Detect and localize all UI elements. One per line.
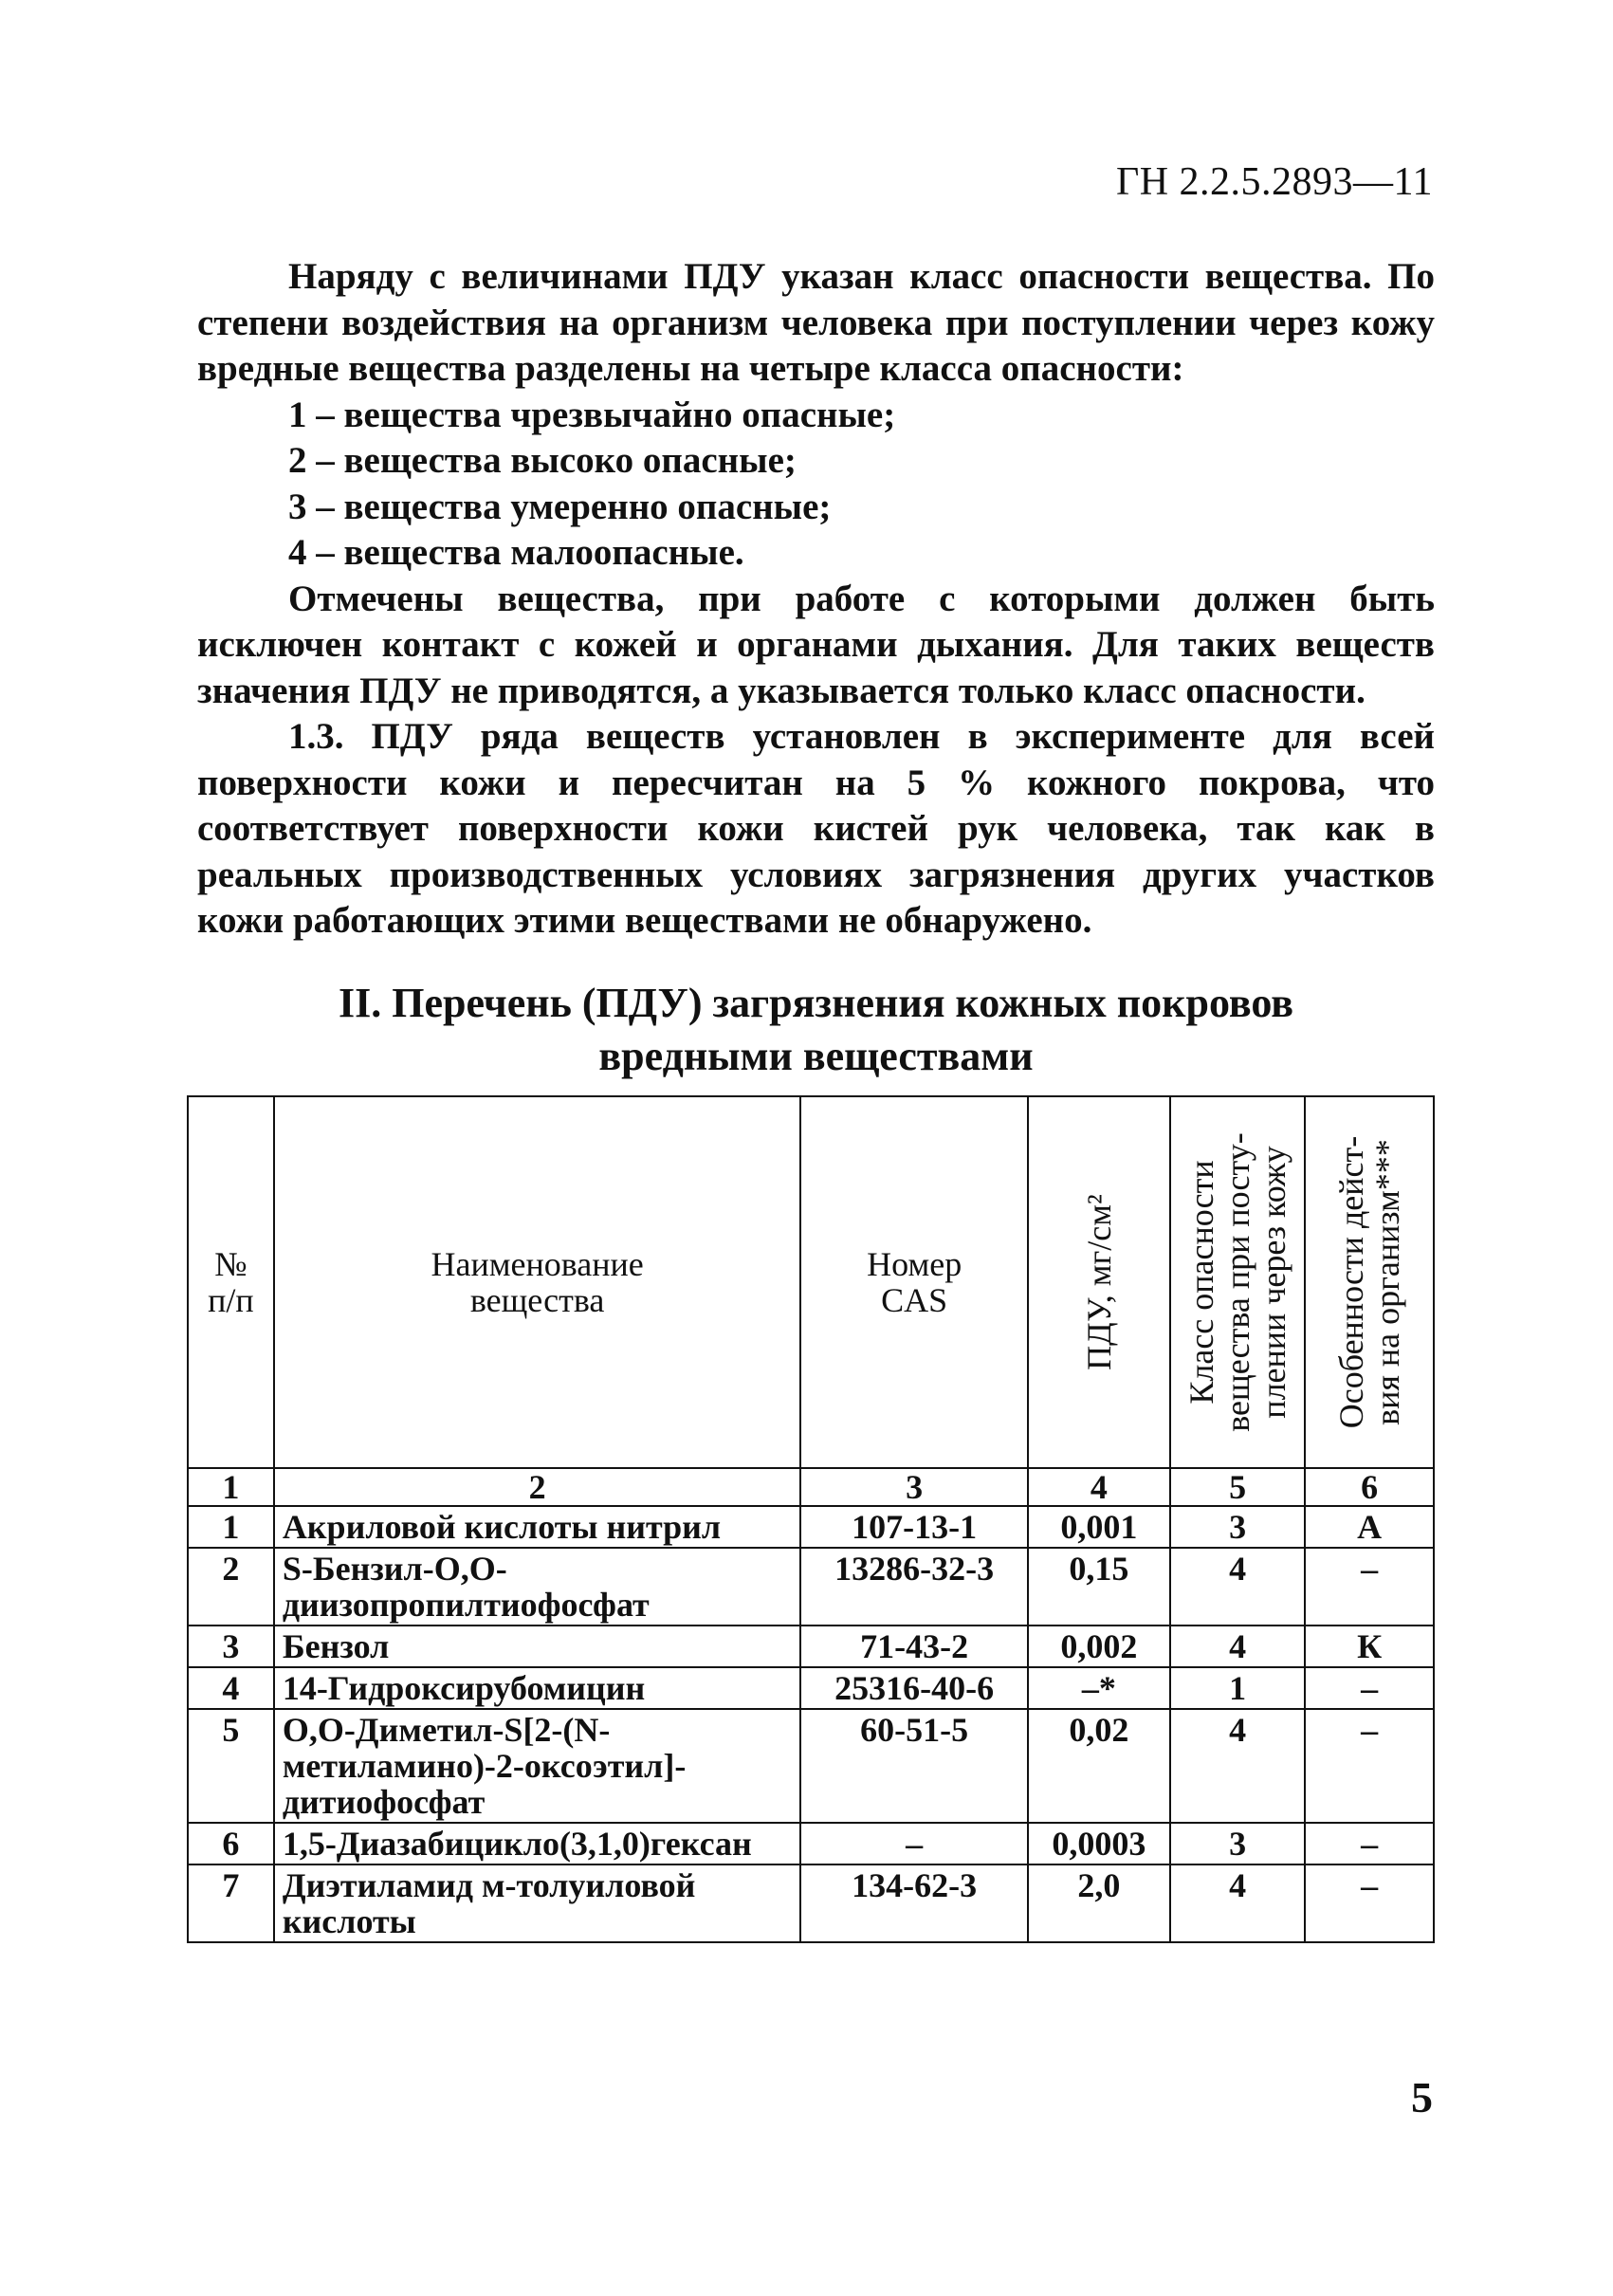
- cell-pdu: 0,001: [1028, 1506, 1170, 1548]
- table-row: [188, 1864, 1434, 1942]
- cell-substance-name: S-Бензил-О,О-диизопропилтиофосфат: [274, 1548, 801, 1626]
- cell-substance-name: О,О-Диметил-S[2-(N-метиламино)-2-оксоэтил]-дитиофосфат: [274, 1709, 801, 1823]
- paragraph-1-3: 1.3. ПДУ ряда веществ установлен в эксперименте для всей поверхности кожи и пересчитан на 5 % кожного покрова, что соответствует поверхности кожи кистей рук человека, так как в реальных производственных условиях загрязнения других участков кожи работающих этими веществами не обнаружено.: [197, 716, 1435, 941]
- cell-pdu: 2,0: [1028, 1864, 1170, 1942]
- header-number: № п/п: [188, 1096, 274, 1468]
- column-number: 4: [1028, 1468, 1170, 1506]
- cell-hazard-class: 4: [1170, 1548, 1306, 1626]
- section-title-line-2: вредными веществами: [598, 1033, 1034, 1079]
- cell-hazard-class: 4: [1170, 1864, 1306, 1942]
- cell-pdu: 0,15: [1028, 1548, 1170, 1626]
- section-title: [197, 977, 1435, 1083]
- cell-effect-feature: –: [1305, 1709, 1434, 1823]
- cell-pdu: 0,002: [1028, 1626, 1170, 1667]
- cell-cas: 71-43-2: [800, 1626, 1028, 1667]
- header-hazard-class: Класс опасности вещества при посту- плении через кожу: [1170, 1096, 1306, 1468]
- cell-effect-feature: –: [1305, 1823, 1434, 1864]
- list-item-class-3: 3 – вещества умеренно опасные;: [288, 486, 832, 527]
- list-item-class-2: 2 – вещества высоко опасные;: [288, 440, 797, 481]
- cell-pdu: 0,02: [1028, 1709, 1170, 1823]
- cell-cas: –: [800, 1823, 1028, 1864]
- cell-hazard-class: 1: [1170, 1667, 1306, 1709]
- cell-substance-name: 1,5-Диазабицикло(3,1,0)гексан: [274, 1823, 801, 1864]
- cell-hazard-class: 3: [1170, 1823, 1306, 1864]
- cell-number: 7: [188, 1864, 274, 1942]
- column-number-row: [188, 1468, 1434, 1506]
- cell-cas: 13286-32-3: [800, 1548, 1028, 1626]
- table-row: [188, 1506, 1434, 1548]
- cell-effect-feature: К: [1305, 1626, 1434, 1667]
- table-row: [188, 1667, 1434, 1709]
- cell-number: 6: [188, 1823, 274, 1864]
- table-row: [188, 1548, 1434, 1626]
- column-number: 5: [1170, 1468, 1306, 1506]
- cell-substance-name: 14-Гидроксирубомицин: [274, 1667, 801, 1709]
- document-code: ГН 2.2.5.2893—11: [1115, 160, 1433, 204]
- table-row: [188, 1626, 1434, 1667]
- list-item-class-1: 1 – вещества чрезвычайно опасные;: [288, 394, 896, 435]
- cell-number: 4: [188, 1667, 274, 1709]
- cell-effect-feature: –: [1305, 1548, 1434, 1626]
- column-number: 6: [1305, 1468, 1434, 1506]
- table-row: [188, 1709, 1434, 1823]
- cell-cas: 60-51-5: [800, 1709, 1028, 1823]
- cell-number: 3: [188, 1626, 274, 1667]
- header-cas-number: Номер CAS: [800, 1096, 1028, 1468]
- list-item-class-4: 4 – вещества малоопасные.: [288, 532, 744, 573]
- section-title-line-1: II. Перечень (ПДУ) загрязнения кожных покровов: [339, 980, 1293, 1026]
- cell-substance-name: Диэтиламид м-толуиловой кислоты: [274, 1864, 801, 1942]
- column-number: 1: [188, 1468, 274, 1506]
- body-text: [197, 254, 1435, 945]
- cell-pdu: 0,0003: [1028, 1823, 1170, 1864]
- cell-cas: 107-13-1: [800, 1506, 1028, 1548]
- table-row: [188, 1823, 1434, 1864]
- header-substance-name: Наименование вещества: [274, 1096, 801, 1468]
- cell-hazard-class: 4: [1170, 1709, 1306, 1823]
- cell-hazard-class: 3: [1170, 1506, 1306, 1548]
- cell-cas: 25316-40-6: [800, 1667, 1028, 1709]
- column-number: 3: [800, 1468, 1028, 1506]
- cell-substance-name: Акриловой кислоты нитрил: [274, 1506, 801, 1548]
- table-header-row: [188, 1096, 1434, 1468]
- paragraph-intro: Наряду с величинами ПДУ указан класс опасности вещества. По степени воздействия на организм человека при поступлении через кожу вредные вещества разделены на четыре класса опасности:: [197, 256, 1435, 389]
- page-number: 5: [1411, 2073, 1433, 2122]
- header-pdu: ПДУ, мг/см²: [1028, 1096, 1170, 1468]
- cell-effect-feature: –: [1305, 1864, 1434, 1942]
- cell-number: 5: [188, 1709, 274, 1823]
- cell-substance-name: Бензол: [274, 1626, 801, 1667]
- substances-table: [187, 1095, 1435, 1943]
- cell-pdu: –*: [1028, 1667, 1170, 1709]
- cell-effect-feature: –: [1305, 1667, 1434, 1709]
- header-effect-features: Особенности дейст- вия на организм***: [1305, 1096, 1434, 1468]
- cell-number: 2: [188, 1548, 274, 1626]
- cell-cas: 134-62-3: [800, 1864, 1028, 1942]
- cell-hazard-class: 4: [1170, 1626, 1306, 1667]
- cell-effect-feature: А: [1305, 1506, 1434, 1548]
- cell-number: 1: [188, 1506, 274, 1548]
- paragraph-marked-substances: Отмечены вещества, при работе с которыми должен быть исключен контакт с кожей и органами дыхания. Для таких веществ значения ПДУ не приводятся, а указывается только класс опасности.: [197, 578, 1435, 711]
- column-number: 2: [274, 1468, 801, 1506]
